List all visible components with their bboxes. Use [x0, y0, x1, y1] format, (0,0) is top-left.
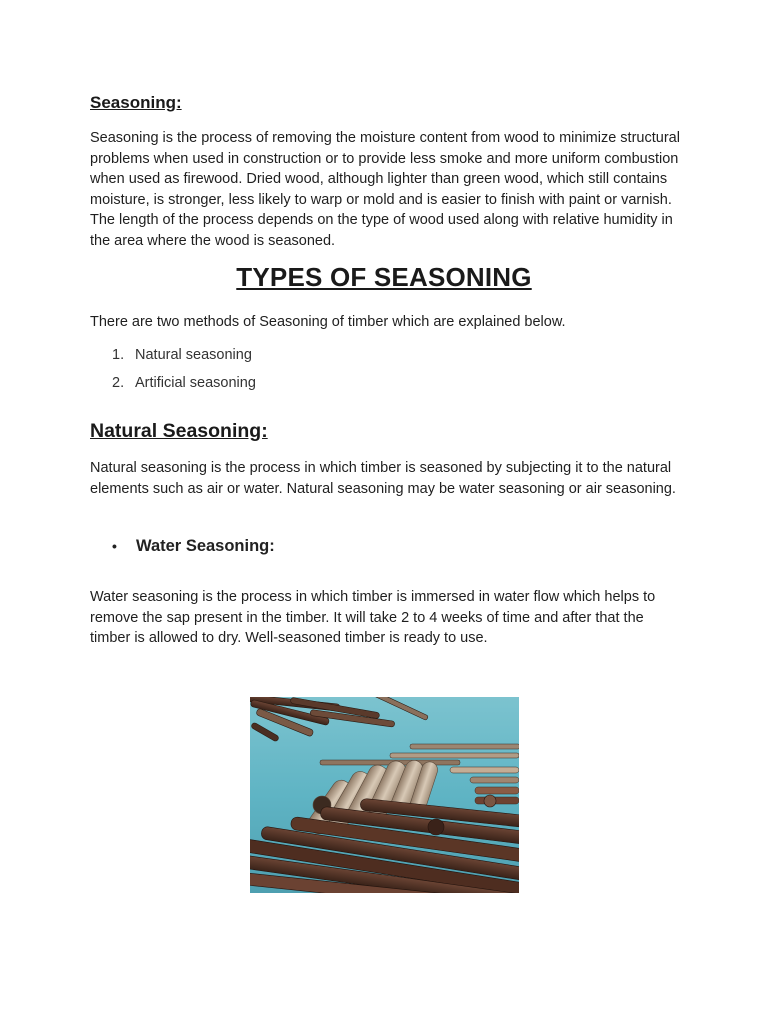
seasoning-paragraph: Seasoning is the process of removing the moisture content from wood to minimize structural problems when used in construction or to provide less smoke and more uniform combustion when used as firewood. Dried wood, although lighter than green wood, which still contains moisture, is stronger, less likely to warp or mold and is easier to finish with paint or varnish. The length of the process depends on the type of wood used along with relative humidity in the area where the wood is seasoned.: [90, 130, 680, 249]
natural-seasoning-paragraph: Natural seasoning is the process in which timber is seasoned by subjecting it to the natural elements such as air or water. Natural seasoning may be water seasoning or air seasoning.: [90, 460, 676, 497]
list-item-number: 1.: [112, 347, 125, 363]
types-of-seasoning-title: TYPES OF SEASONING: [236, 262, 532, 292]
bullet-icon: •: [112, 538, 117, 554]
list-item-label: Artificial seasoning: [135, 375, 256, 391]
seasoning-methods-list: [112, 345, 256, 401]
water-seasoning-heading: [112, 537, 275, 556]
list-item-number: 2.: [112, 375, 125, 391]
water-seasoning-heading-text: Water Seasoning:: [136, 537, 275, 555]
list-item: [112, 345, 256, 373]
types-intro-text: There are two methods of Seasoning of timber which are explained below.: [90, 314, 566, 330]
list-item-label: Natural seasoning: [135, 347, 252, 363]
water-seasoning-paragraph: Water seasoning is the process in which timber is immersed in water flow which helps to remove the sap present in the timber. It will take 2 to 4 weeks of time and after that the timber is allowed to dry. Well-seasoned timber is ready to use.: [90, 589, 656, 647]
natural-seasoning-heading: Natural Seasoning:: [90, 420, 268, 442]
list-item: [112, 373, 256, 401]
seasoning-heading: Seasoning:: [90, 93, 182, 112]
floating-logs-photo: [250, 697, 519, 893]
